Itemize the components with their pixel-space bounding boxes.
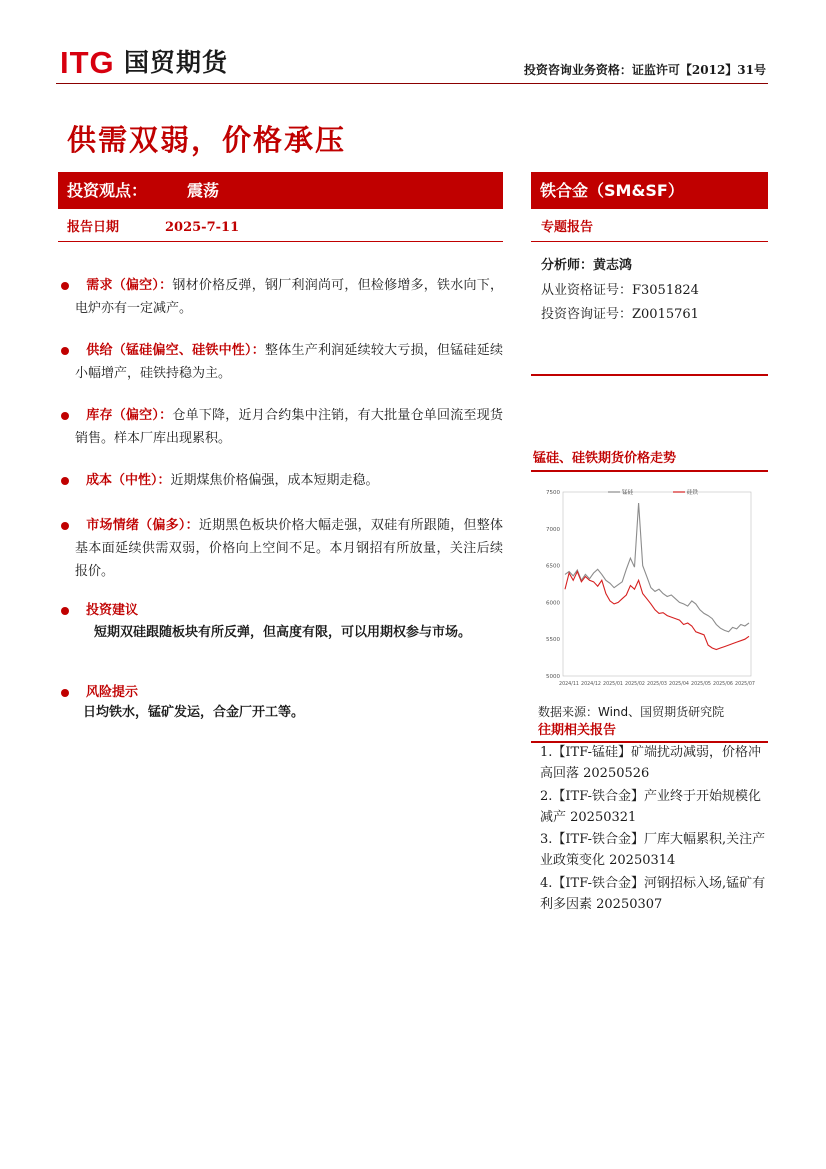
series-line-1 [565, 572, 749, 650]
point-label: 库存（偏空）： [86, 408, 173, 423]
y-tick-label: 7500 [546, 490, 560, 496]
point-supply [75, 339, 503, 385]
point-text: 整体生产利润延续较大亏损，但锰硅延续小幅增产，硅铁持稳为主。 [75, 343, 503, 381]
related-reports-title: 往期相关报告 [538, 723, 617, 738]
report-date: 2025-7-11 [165, 220, 240, 235]
data-source: 数据来源：Wind、国贸期货研究院 [538, 705, 725, 719]
advice-heading: 投资建议 [86, 603, 139, 618]
bullet-icon [61, 347, 69, 355]
y-tick-label: 6500 [546, 563, 560, 570]
point-text: 钢材价格反弹，钢厂利润尚可，但检修增多，铁水向下，电炉亦有一定减产。 [75, 278, 503, 316]
advice-text [66, 622, 502, 644]
bullet-icon [61, 412, 69, 420]
chart-title: 锰硅、硅铁期货价格走势 [533, 451, 677, 466]
chart-divider [531, 470, 768, 472]
x-tick-label: 2025/06 [713, 682, 733, 687]
plot-frame [563, 492, 751, 676]
left-divider [58, 241, 503, 242]
price-chart [533, 478, 766, 700]
product-name: 铁合金（SM&SF） [540, 181, 684, 200]
bullet-icon [61, 607, 69, 615]
date-label: 报告日期 [67, 220, 120, 235]
bullet-icon [61, 477, 69, 485]
analyst-name: 分析师：黄志鸿 [541, 258, 633, 273]
point-label: 市场情绪（偏多）： [86, 518, 199, 533]
related-report-item[interactable]: 3.【ITF-铁合金】厂库大幅累积,关注产业政策变化 20250314 [540, 832, 766, 868]
legend-label: 锰硅 [622, 490, 634, 496]
price-chart-svg [533, 478, 766, 700]
x-tick-label: 2025/02 [625, 682, 645, 687]
bullet-icon [61, 522, 69, 530]
point-cost [75, 469, 503, 492]
point-label: 成本（中性）： [86, 473, 171, 488]
point-label: 供给（锰硅偏空、硅铁中性）： [86, 343, 266, 358]
point-inventory [75, 404, 503, 450]
view-value: 震荡 [187, 181, 220, 200]
legend-label: 硅铁 [687, 490, 699, 496]
right-divider [531, 241, 768, 242]
header-divider [56, 83, 768, 84]
risk-text: 日均铁水，锰矿发运，合金厂开工等。 [83, 705, 305, 720]
report-title: 供需双弱，价格承压 [67, 123, 347, 157]
x-tick-label: 2025/01 [603, 682, 623, 687]
license-text: 投资咨询业务资格：证监许可【2012】31号 [523, 63, 766, 77]
related-report-item[interactable]: 1.【ITF-锰硅】矿端扰动减弱，价格冲高回落 20250526 [540, 745, 762, 781]
product-bar [531, 172, 768, 209]
point-text: 近期煤焦价格偏强，成本短期走稳。 [170, 473, 379, 488]
x-tick-label: 2025/05 [691, 682, 711, 687]
point-text: 仓单下降，近月合约集中注销，有大批量仓单回流至现货销售。样本厂库出现累积。 [75, 408, 503, 446]
point-label: 需求（偏空）： [86, 278, 173, 293]
consulting-cert: 投资咨询证号：Z0015761 [541, 307, 699, 322]
related-report-item[interactable]: 4.【ITF-铁合金】河钢招标入场,锰矿有利多因素 20250307 [540, 876, 766, 912]
x-tick-label: 2025/04 [669, 682, 689, 687]
risk-heading: 风险提示 [86, 685, 139, 700]
x-tick-label: 2024/12 [581, 682, 601, 687]
qualification-cert: 从业资格证号：F3051824 [541, 283, 699, 298]
point-sentiment [75, 514, 503, 583]
logo-itg: ITG [60, 45, 115, 80]
y-tick-label: 7000 [546, 526, 560, 533]
x-tick-label: 2025/07 [735, 682, 755, 687]
y-tick-label: 6000 [546, 600, 560, 607]
point-demand [75, 274, 503, 320]
investment-view-bar [58, 172, 503, 209]
x-tick-label: 2025/03 [647, 682, 667, 687]
y-tick-label: 5000 [546, 674, 560, 680]
point-text: 近期黑色板块价格大幅走强，双硅有所跟随，但整体基本面延续供需双弱，价格向上空间不足。本月钢招有所放量，关注后续报价。 [75, 518, 503, 579]
logo-company-name: 国贸期货 [124, 48, 229, 77]
advice-body: 短期双硅跟随板块有所反弹，但高度有限，可以用期权参与市场。 [94, 625, 472, 640]
bullet-icon [61, 282, 69, 290]
analyst-divider [531, 374, 768, 376]
y-tick-label: 5500 [546, 637, 560, 644]
x-tick-label: 2024/11 [559, 682, 579, 687]
report-type: 专题报告 [541, 220, 594, 235]
bullet-icon [61, 689, 69, 697]
related-report-item[interactable]: 2.【ITF-铁合金】产业终于开始规模化减产 20250321 [540, 789, 762, 825]
view-label: 投资观点： [67, 181, 148, 200]
series-line-0 [565, 503, 749, 632]
